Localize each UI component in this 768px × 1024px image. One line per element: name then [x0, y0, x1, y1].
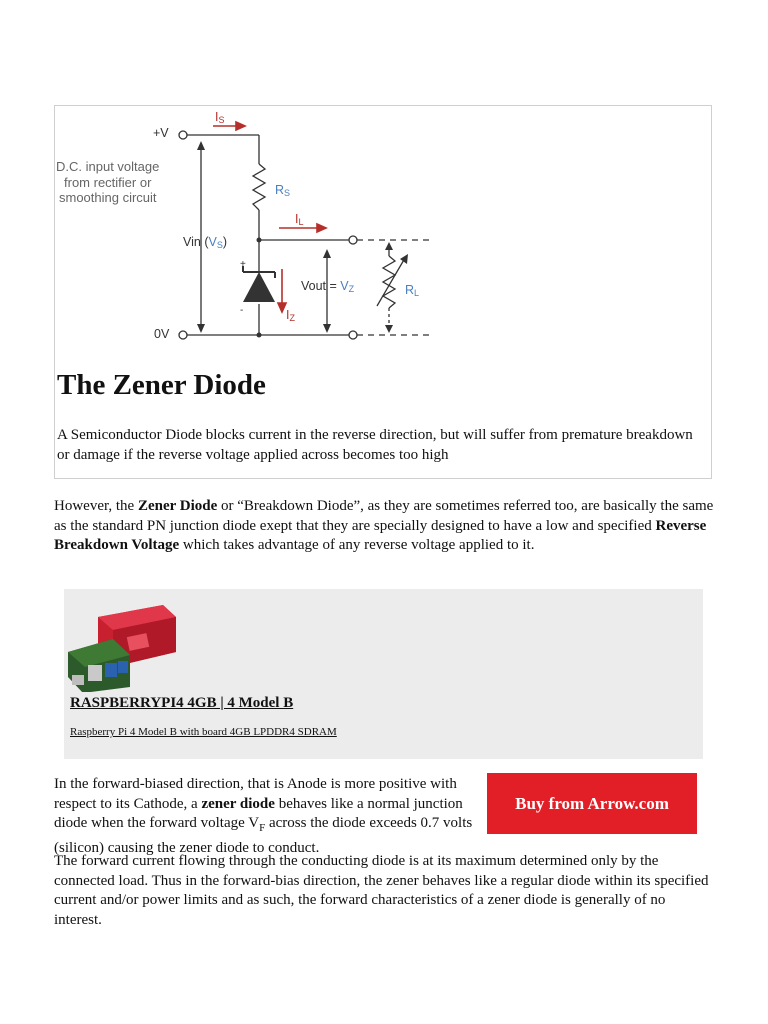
dc-label-line1: D.C. input voltage — [56, 159, 160, 174]
is-label: IS — [215, 110, 225, 125]
forward-current-paragraph: The forward current flowing through the conducting diode is at its maximum determined only by the connected load. Thus in the forward-bias direction, the zener behaves like a regular diode within its specified current and/or power limits and as such, the forward characteristics of a zener diode is generally of no interest. — [54, 853, 709, 928]
product-ad[interactable] — [64, 589, 703, 759]
iz-label: IZ — [286, 308, 295, 323]
zener-plus-label: + — [240, 259, 246, 270]
lead-paragraph: A Semiconductor Diode blocks current in the reverse direction, but will suffer from premature breakdown or damage if the reverse voltage applied across becomes too high — [57, 427, 693, 463]
zener-minus-label: - — [240, 305, 244, 316]
vin-label: Vin (VS) — [183, 235, 228, 250]
zero-v-label: 0V — [154, 327, 170, 341]
forward-bias-paragraph: In the forward-biased direction, that is Anode is more positive with respect to its Cathode, a zener diode behaves like a normal junction diode when the forward voltage $V_F$ across the diode exceeds 0.7 volts (silicon) causing the zener diode to conduct. — [54, 776, 473, 856]
raspberry-pi-product-image — [68, 597, 178, 692]
zener-diode-card — [54, 105, 712, 479]
rs-label: RS — [275, 183, 291, 198]
buy-from-arrow-button[interactable]: Buy from Arrow.com — [487, 773, 697, 834]
vout-label: Vout = VZ — [301, 279, 355, 294]
dc-label-line3: smoothing circuit — [59, 190, 157, 205]
il-label: IL — [295, 212, 304, 227]
zener-circuit-diagram — [55, 106, 495, 356]
page-title: The Zener Diode — [57, 369, 266, 401]
plus-v-label: +V — [153, 126, 169, 140]
ad-product-title[interactable]: RASPBERRYPI4 4GB | 4 Model B — [70, 695, 294, 711]
dc-label-line2: from rectifier or — [64, 175, 152, 190]
ad-product-subtitle[interactable]: Raspberry Pi 4 Model B with board 4GB LPDDR4 SDRAM — [70, 726, 337, 738]
rl-label: RL — [405, 283, 420, 298]
zener-intro-paragraph: However, the Zener Diode or “Breakdown Diode”, as they are sometimes referred too, are basically the same as the standard PN junction diode exept that they are specially designed to have a low and specified Reverse Breakdown Voltage which takes advantage of any reverse voltage applied to it. — [54, 498, 714, 553]
